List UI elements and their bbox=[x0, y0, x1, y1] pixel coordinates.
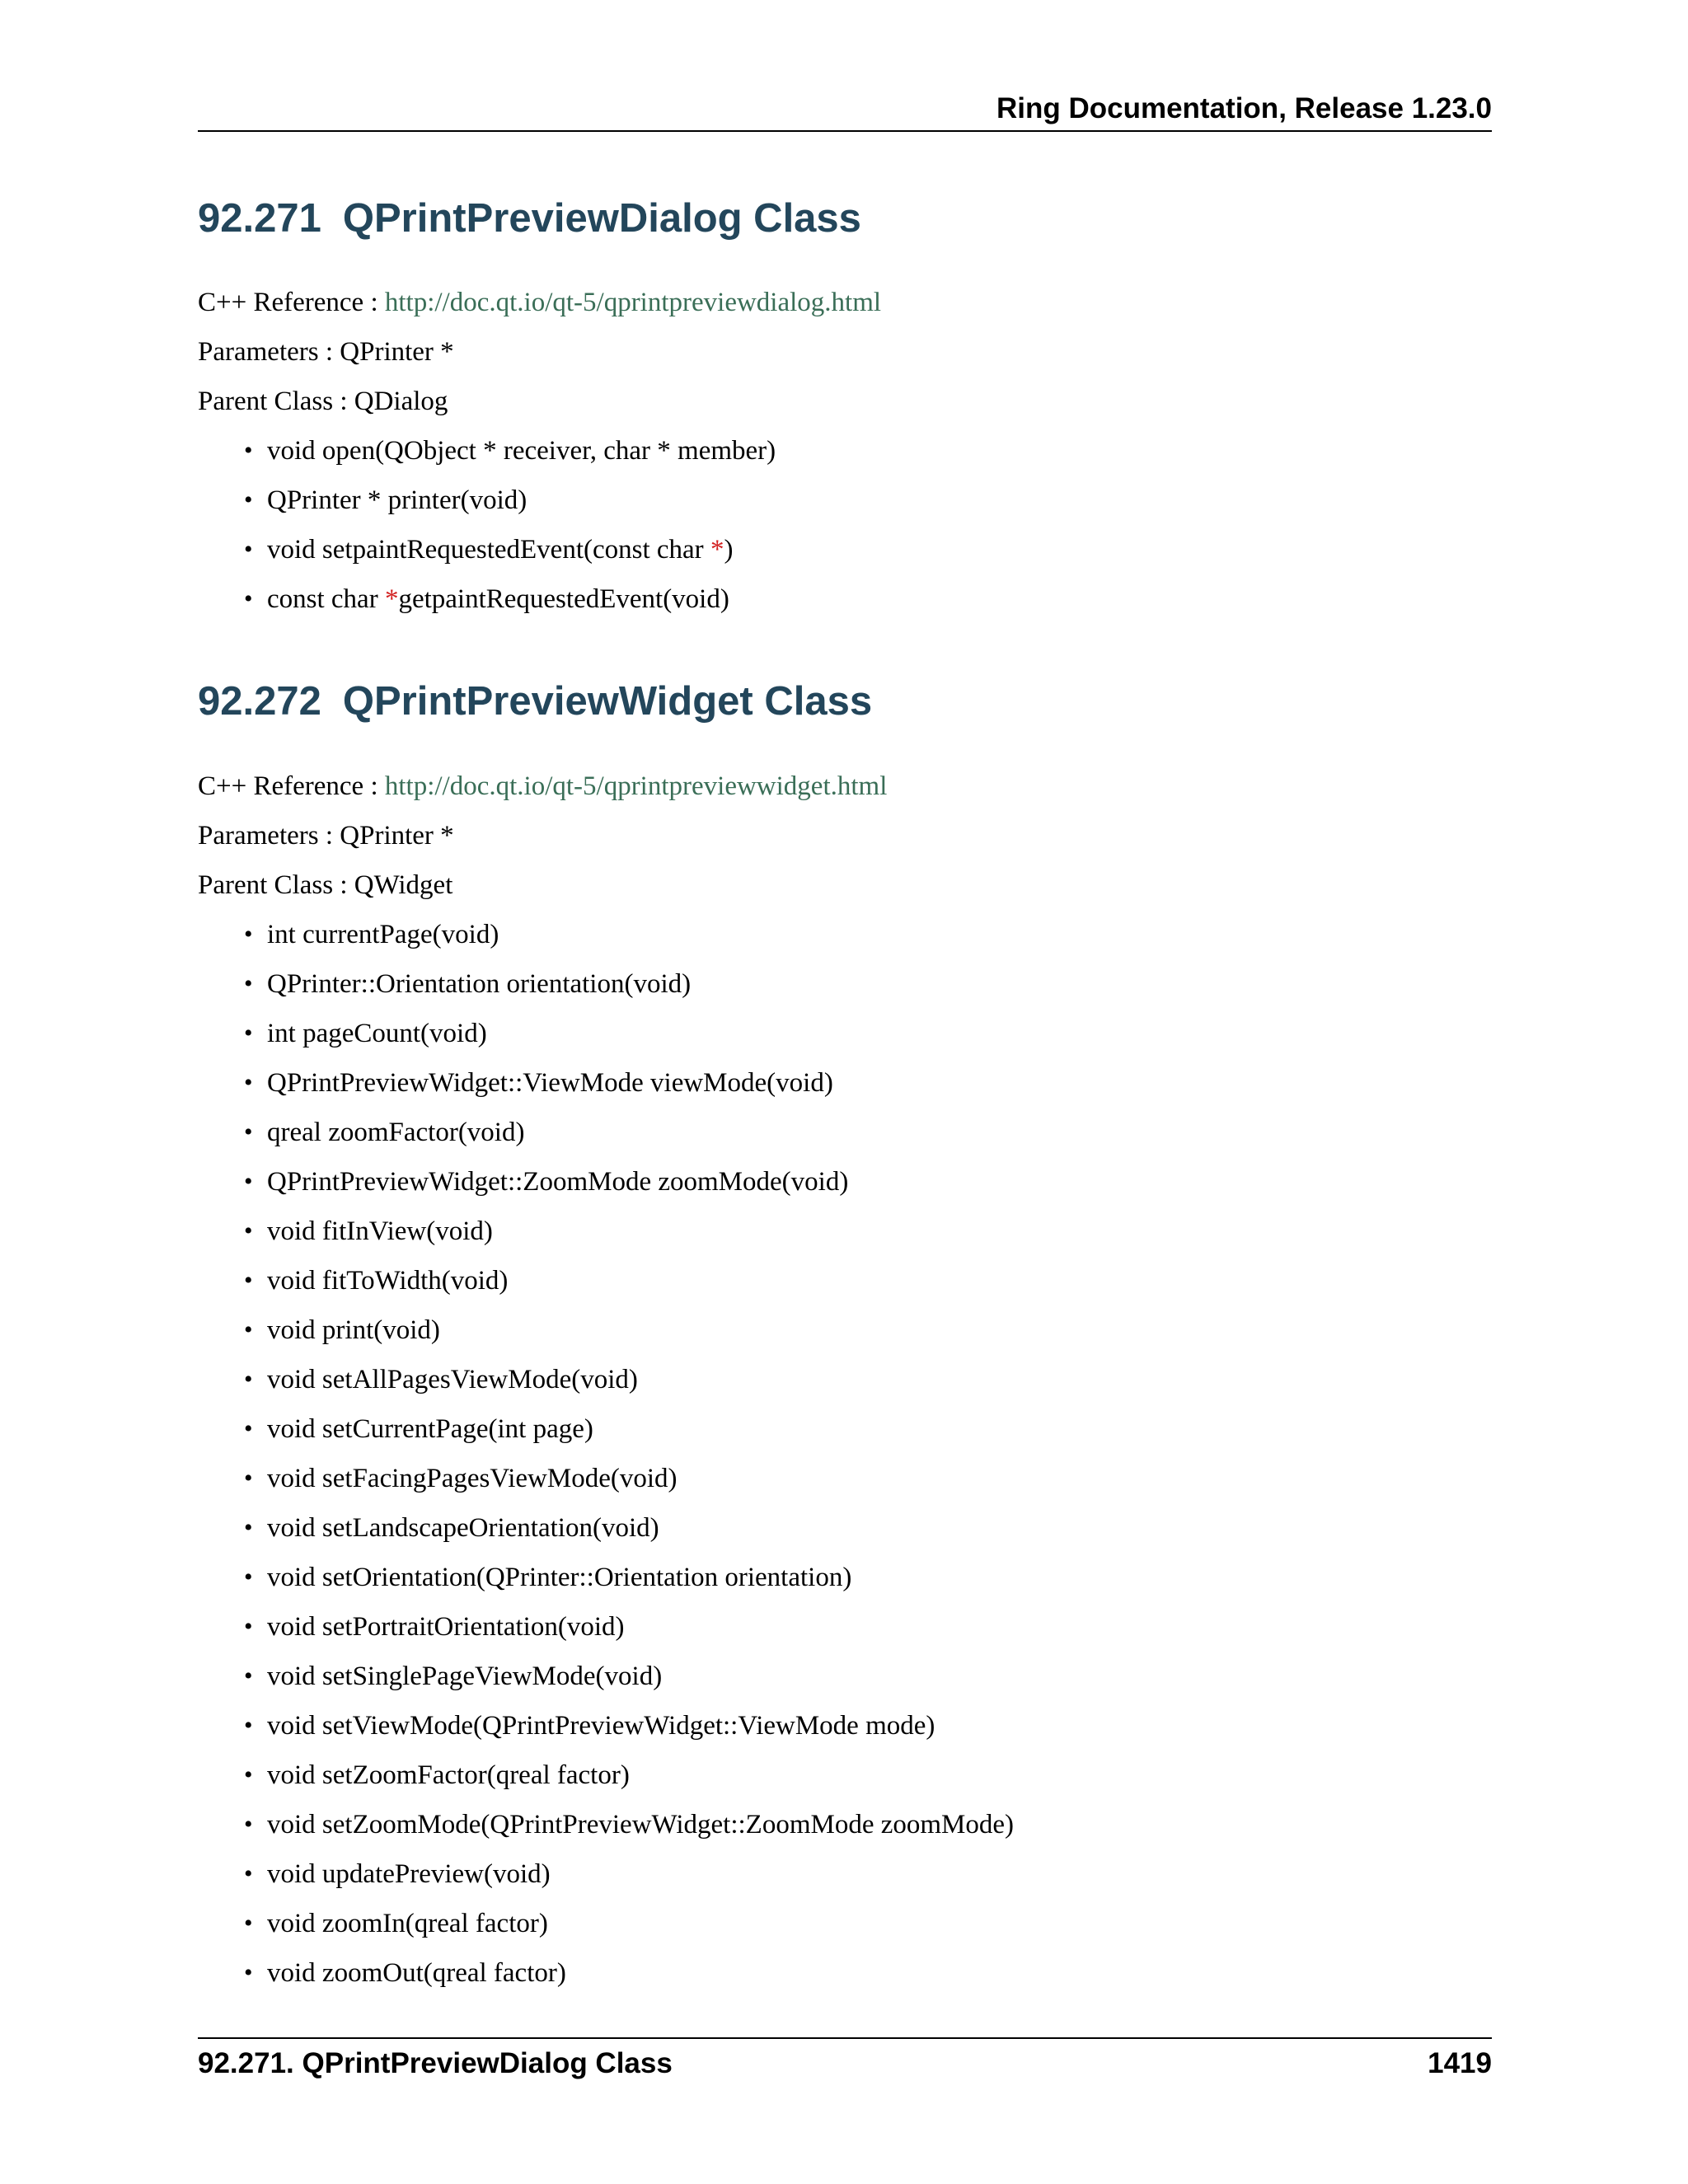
list-item: • int pageCount(void) bbox=[198, 1017, 1014, 1066]
cpp-reference-label: C++ Reference : bbox=[198, 288, 378, 317]
method-list bbox=[198, 434, 776, 632]
cpp-reference-line bbox=[198, 286, 881, 319]
list-item: • void setCurrentPage(int page) bbox=[198, 1413, 1014, 1462]
method-text: ) bbox=[724, 535, 734, 565]
highlighted-asterisk: * bbox=[710, 535, 724, 565]
section-heading-qprintpreviewdialog bbox=[198, 195, 861, 241]
list-item: • void open(QObject * receiver, char * member) bbox=[198, 434, 776, 484]
list-item: • QPrintPreviewWidget::ZoomMode zoomMode(void) bbox=[198, 1165, 1014, 1215]
section-number: 92.272 bbox=[198, 679, 321, 724]
list-item: • void setLandscapeOrientation(void) bbox=[198, 1511, 1014, 1561]
footer-section-label: 92.271. QPrintPreviewDialog Class bbox=[198, 2047, 673, 2079]
running-header: Ring Documentation, Release 1.23.0 bbox=[996, 92, 1492, 124]
document-page bbox=[198, 0, 1492, 2184]
list-item: • void setOrientation(QPrinter::Orientation orientation) bbox=[198, 1561, 1014, 1610]
section-heading-qprintpreviewwidget bbox=[198, 678, 872, 724]
list-item: • void zoomOut(qreal factor) bbox=[198, 1957, 1014, 2006]
list-item: • QPrinter * printer(void) bbox=[198, 484, 776, 533]
list-item: • QPrinter::Orientation orientation(void) bbox=[198, 968, 1014, 1017]
cpp-reference-label: C++ Reference : bbox=[198, 771, 378, 801]
list-item: • void setViewMode(QPrintPreviewWidget::ViewMode mode) bbox=[198, 1709, 1014, 1759]
method-text: getpaintRequestedEvent(void) bbox=[398, 584, 729, 614]
list-item: • void zoomIn(qreal factor) bbox=[198, 1907, 1014, 1957]
cpp-reference-line bbox=[198, 770, 887, 803]
footer-divider bbox=[198, 2037, 1492, 2039]
page-number: 1419 bbox=[1428, 2047, 1492, 2079]
list-item: • void setSinglePageViewMode(void) bbox=[198, 1660, 1014, 1709]
section-number: 92.271 bbox=[198, 196, 321, 241]
parent-class-line: Parent Class : QWidget bbox=[198, 870, 453, 900]
parent-class-line: Parent Class : QDialog bbox=[198, 387, 448, 416]
parameters-line: Parameters : QPrinter * bbox=[198, 337, 454, 367]
list-item bbox=[198, 533, 776, 583]
list-item: • void setZoomFactor(qreal factor) bbox=[198, 1759, 1014, 1808]
method-list bbox=[198, 918, 1014, 2006]
list-item: • QPrintPreviewWidget::ViewMode viewMode(void) bbox=[198, 1066, 1014, 1116]
highlighted-asterisk: * bbox=[384, 584, 399, 614]
cpp-reference-link[interactable]: http://doc.qt.io/qt-5/qprintpreviewdialog.html bbox=[384, 288, 882, 317]
list-item: • void setZoomMode(QPrintPreviewWidget::ZoomMode zoomMode) bbox=[198, 1808, 1014, 1858]
parameters-line: Parameters : QPrinter * bbox=[198, 821, 454, 851]
list-item: • void setAllPagesViewMode(void) bbox=[198, 1363, 1014, 1413]
section-title: QPrintPreviewDialog Class bbox=[342, 196, 861, 241]
list-item bbox=[198, 583, 776, 632]
list-item: • void setFacingPagesViewMode(void) bbox=[198, 1462, 1014, 1511]
header-divider bbox=[198, 130, 1492, 132]
method-text: const char bbox=[267, 584, 385, 614]
list-item: • void setPortraitOrientation(void) bbox=[198, 1610, 1014, 1660]
list-item: • void fitToWidth(void) bbox=[198, 1264, 1014, 1314]
cpp-reference-link[interactable]: http://doc.qt.io/qt-5/qprintpreviewwidget.html bbox=[384, 771, 888, 801]
list-item: • void print(void) bbox=[198, 1314, 1014, 1363]
section-title: QPrintPreviewWidget Class bbox=[342, 679, 873, 724]
list-item: • void fitInView(void) bbox=[198, 1215, 1014, 1264]
list-item: • void updatePreview(void) bbox=[198, 1858, 1014, 1907]
method-text: void setpaintRequestedEvent(const char bbox=[267, 535, 710, 565]
list-item: • int currentPage(void) bbox=[198, 918, 1014, 968]
list-item: • qreal zoomFactor(void) bbox=[198, 1116, 1014, 1165]
